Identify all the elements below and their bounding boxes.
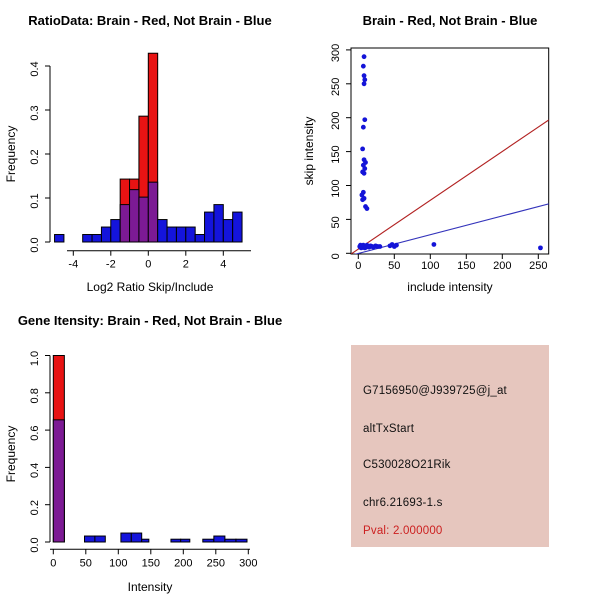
- plot-box: [351, 48, 549, 254]
- probe-id-text: G7156950@J939725@j_at: [363, 385, 507, 397]
- hist-bar-blue: [142, 539, 149, 542]
- x-axis: [50, 549, 257, 569]
- y-tick-label: 0.0: [29, 537, 41, 553]
- x-axis: [67, 251, 251, 271]
- scatter-point: [362, 81, 367, 86]
- hist-bar-purple: [53, 420, 64, 542]
- locus-text: chr6.21693-1.s: [363, 497, 443, 509]
- hist-bar-purple: [120, 205, 129, 242]
- y-tick-label: 0: [330, 253, 342, 260]
- gene-info-panel: [300, 300, 600, 600]
- x-tick-label: 100: [109, 557, 128, 570]
- hist-bar-blue: [176, 227, 185, 242]
- y-axis: [29, 61, 50, 252]
- y-axis: [29, 351, 50, 553]
- ratio-histogram-chart: [0, 0, 300, 300]
- hist-bar-blue: [233, 212, 242, 242]
- hist-bar-purple: [148, 182, 157, 242]
- x-axis-label: Intensity: [127, 580, 173, 594]
- fit-lines: [351, 120, 549, 256]
- gene-intensity-histogram-chart: [0, 300, 300, 600]
- y-axis-label: Frequency: [4, 425, 18, 483]
- hist-bar-blue: [83, 235, 92, 242]
- scatter-point: [394, 243, 399, 248]
- hist-bar-blue: [214, 205, 223, 242]
- hist-bar-blue: [131, 533, 141, 542]
- chart-title: Brain - Red, Not Brain - Blue: [362, 13, 538, 28]
- hist-bar-blue: [158, 220, 167, 242]
- y-axis: [330, 44, 351, 260]
- pval-text: Pval: 2.000000: [363, 525, 443, 537]
- hist-bar-blue: [121, 533, 131, 542]
- x-tick-label: -2: [105, 258, 116, 271]
- scatter-point: [538, 245, 543, 250]
- x-tick-label: 0: [355, 260, 362, 272]
- scatter-point: [362, 171, 367, 176]
- x-tick-label: 2: [182, 258, 189, 271]
- hist-bar-blue: [195, 235, 204, 242]
- intensity-scatter-panel: [300, 0, 600, 300]
- y-tick-label: 0.2: [29, 149, 41, 165]
- data-points: [357, 54, 543, 250]
- x-axis-label: Log2 Ratio Skip/Include: [86, 280, 214, 294]
- hist-bar-blue: [101, 227, 110, 242]
- scatter-point: [361, 125, 366, 130]
- x-tick-label: 250: [206, 557, 225, 570]
- hist-bar-blue: [85, 536, 95, 542]
- intensity-scatter-chart: [300, 0, 600, 300]
- blue-bars: [53, 420, 247, 542]
- y-tick-label: 0.0: [29, 237, 41, 253]
- x-tick-label: 200: [174, 557, 193, 570]
- x-tick-label: 0: [145, 258, 152, 271]
- scatter-point: [432, 242, 437, 247]
- hist-bar-blue: [223, 220, 232, 242]
- hist-bar-blue: [205, 212, 214, 242]
- x-axis: [355, 254, 547, 272]
- y-tick-label: 1.0: [29, 350, 41, 367]
- y-tick-label: 200: [330, 111, 342, 130]
- scatter-point: [362, 117, 367, 122]
- line-red-fit-line: [351, 120, 549, 254]
- chart-title: RatioData: Brain - Red, Not Brain - Blue: [28, 13, 272, 28]
- y-tick-label: 0.8: [29, 388, 41, 404]
- hist-bar-blue: [167, 227, 176, 242]
- y-tick-label: 0.6: [29, 425, 41, 441]
- hist-bar-blue: [55, 235, 64, 242]
- x-tick-label: 150: [141, 557, 160, 570]
- x-tick-label: 4: [220, 258, 227, 271]
- chart-title: Gene Itensity: Brain - Red, Not Brain - Blue: [17, 313, 283, 328]
- y-tick-label: 0.4: [29, 462, 41, 479]
- hist-bar-blue: [95, 536, 105, 542]
- x-tick-label: 100: [421, 260, 440, 272]
- scatter-point: [378, 244, 383, 249]
- scatter-point: [362, 77, 367, 82]
- x-tick-label: 300: [239, 557, 258, 570]
- y-tick-label: 0.1: [29, 193, 41, 209]
- y-tick-label: 0.3: [29, 105, 41, 121]
- hist-bar-blue: [225, 539, 236, 542]
- hist-bar-blue: [186, 227, 195, 242]
- x-tick-label: 50: [79, 557, 92, 570]
- hist-bar-blue: [181, 539, 190, 542]
- scatter-point: [361, 64, 366, 69]
- y-tick-label: 300: [330, 43, 342, 63]
- scatter-point: [362, 54, 367, 59]
- y-tick-label: 150: [330, 145, 342, 164]
- x-tick-label: 150: [457, 260, 476, 272]
- y-tick-label: 50: [330, 216, 342, 229]
- y-tick-label: 0.4: [29, 61, 41, 77]
- hist-bar-blue: [214, 536, 225, 542]
- hist-bar-blue: [236, 539, 247, 542]
- scatter-point: [365, 206, 370, 211]
- x-tick-label: -4: [68, 258, 79, 271]
- hist-bar-blue: [171, 539, 181, 542]
- gene-intensity-histogram-panel: [0, 300, 300, 600]
- ratio-histogram-panel: [0, 0, 300, 300]
- scatter-point: [362, 73, 367, 78]
- hist-bar-purple: [139, 197, 148, 242]
- gene-symbol-text: C530028O21Rik: [363, 459, 451, 471]
- hist-bar-blue: [111, 220, 120, 242]
- event-type-text: altTxStart: [363, 423, 415, 435]
- x-tick-label: 250: [529, 260, 548, 272]
- scatter-point: [360, 197, 365, 202]
- gene-info-box: [351, 345, 549, 547]
- x-tick-label: 200: [493, 260, 512, 272]
- scatter-point: [360, 146, 365, 151]
- x-axis-label: include intensity: [407, 280, 493, 294]
- blue-bars: [55, 182, 243, 242]
- y-axis-label: Frequency: [4, 125, 18, 183]
- x-tick-label: 50: [388, 260, 401, 272]
- y-axis-label: skip intensity: [302, 116, 316, 186]
- hist-bar-purple: [130, 190, 139, 242]
- hist-bar-blue: [92, 235, 101, 242]
- y-tick-label: 250: [330, 77, 342, 96]
- y-tick-label: 0.2: [29, 500, 41, 516]
- y-tick-label: 100: [330, 179, 342, 198]
- x-tick-label: 0: [50, 557, 57, 570]
- hist-bar-blue: [203, 539, 214, 542]
